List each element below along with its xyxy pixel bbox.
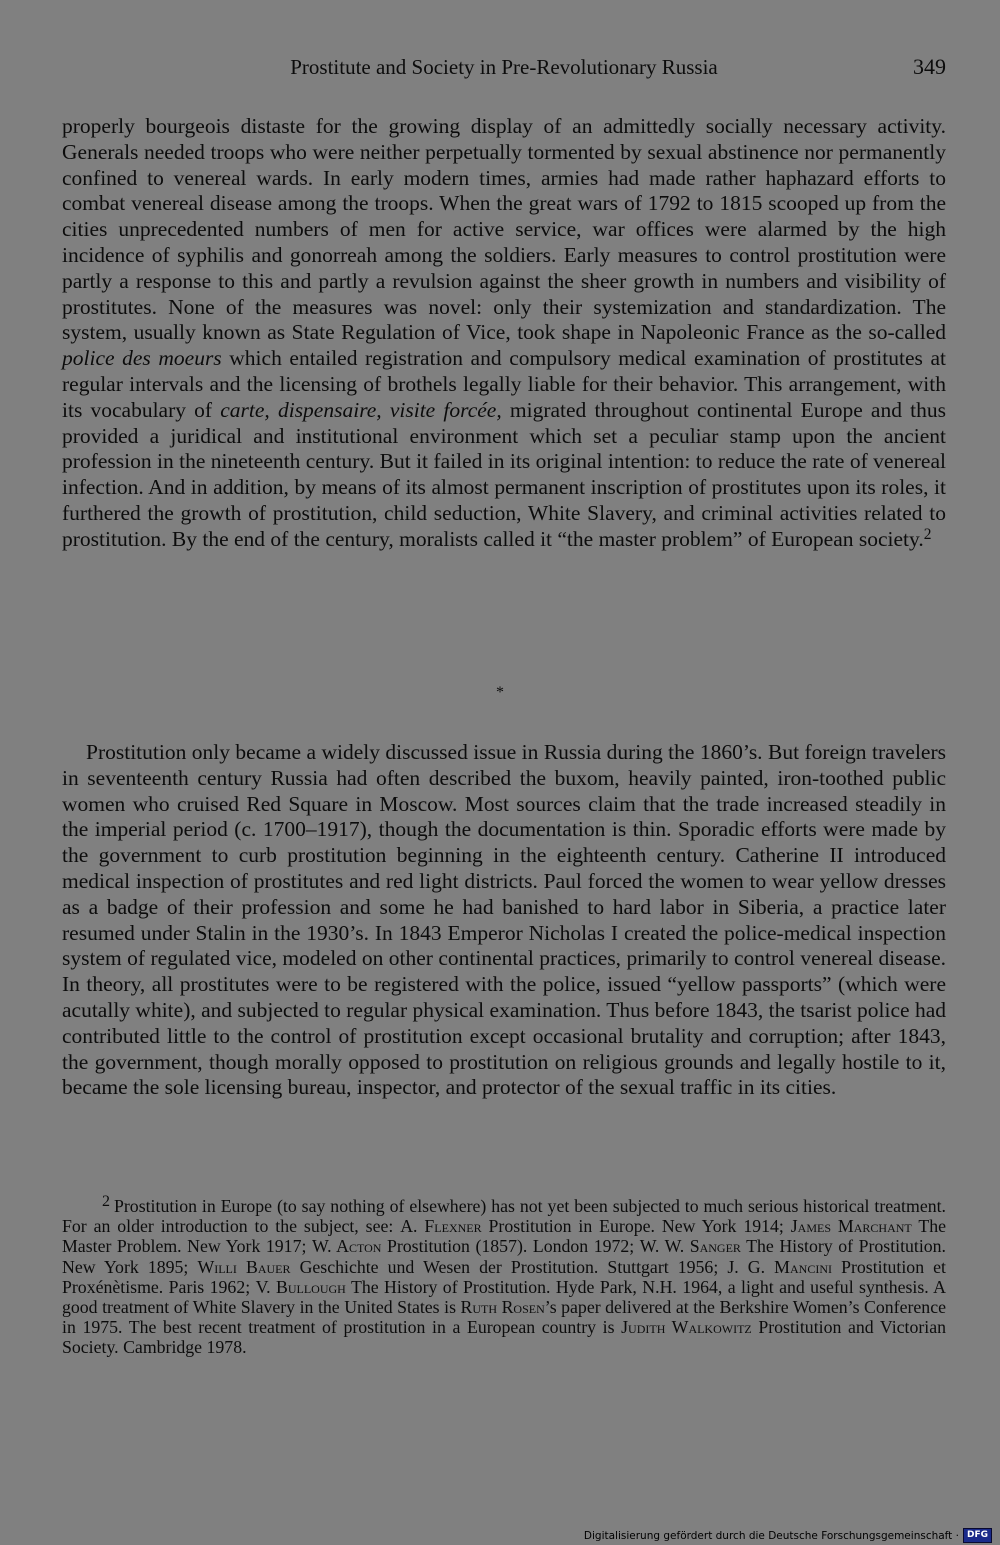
text-run: The Master Problem. New York 1917; <box>62 1216 946 1257</box>
paragraph-text: Prostitution only became a widely discussed issue in Russia during the 1860’s. But foreign travelers in seventeenth century Russia had often described the buxom, heavily painted, iron-toothed public women who cruised Red Square in Moscow. Most sources claim that the trade increased steadily in the imperial period (c. 1700–1917), though the documentation is thin. Sporadic efforts were made by the government to curb prostitution beginning in the eighteenth century. Catherine II introduced medical inspection of prostitutes and red light districts. Paul forced the women to wear yellow dresses as a badge of their profession and some he had banished to hard labor in Siberia, a practice later resumed under Stalin in the 1930’s. In 1843 Emperor Nicholas I created the police-medical inspection system of regulated vice, modeled on other continental practices, primarily to control venereal disease. In theory, all prostitutes were to be registered with the police, issued “yellow passports” (which were acutally white), and subjected to regular physical examination. Thus before 1843, the tsarist police had contributed little to the control of prostitution except occasional brutality and corruption; after 1843, the government, though morally opposed to prostitution on religious grounds and legally hostile to it, became the sole licensing bureau, inspector, and protector of the sexual traffic in its cities. <box>62 740 946 1100</box>
author-name: W. W. Sanger <box>639 1236 741 1257</box>
text-run: The History of Prostitution. Hyde Park, N.H. 1964, a light and useful synthesis. A good treatment of White Slavery in the United States is <box>62 1276 946 1318</box>
text-run: migrated throughout continental Europe and thus provided a juridical and institutional environment which set a peculiar stamp upon the ancient profession in the nineteenth century. But it failed in its original intention: to reduce the rate of venereal infection. And in addition, by means of its almost permanent inscription of prostitutes upon its roles, it furthered the growth of prostitution, child seduction, White Slavery, and criminal activities related to prostitution. By the end of the century, moralists called it “the master problem” of European society. <box>62 397 946 551</box>
author-name: Ruth Rosen <box>460 1297 545 1318</box>
text-run: Prostitution and Victorian Society. Cambridge 1978. <box>62 1317 946 1358</box>
author-name: A. Flexner <box>400 1216 482 1237</box>
footnote-2 <box>62 1193 947 1358</box>
author-name: Willi Bauer <box>197 1256 291 1277</box>
page-number: 349 <box>913 54 946 79</box>
text-run: ’s paper delivered at the Berkshire Women’s Conference in 1975. The best recent treatment of prostitution in a European country is <box>62 1297 946 1338</box>
author-name: J. G. Mancini <box>727 1256 832 1277</box>
text-run: properly bourgeois distaste for the growing display of an admittedly socially necessary activity. Generals needed troops who were neither perpetually tormented by sexual abstinence nor permanently confined to venereal wards. In early modern times, armies had made rather haphazard efforts to combat venereal disease among the troops. When the great wars of 1792 to 1815 scooped up from the cities unprecedented numbers of men for active service, war offices were alarmed by the high incidence of syphilis and gonorreah among the soldiers. Early measures to control prostitution were partly a response to this and partly a revulsion against the sheer growth in numbers and visibility of prostitutes. None of the measures was novel: only their systemization and standardization. The system, usually known as State Regulation of Vice, took shape in Napoleonic France as the so-called <box>62 114 946 345</box>
running-head: Prostitute and Society in Pre-Revolutionary Russia <box>290 55 718 79</box>
footnote-text <box>62 1193 947 1358</box>
digitization-credit <box>584 1528 992 1543</box>
paragraph-text <box>62 114 946 553</box>
section-break-ornament: * <box>496 684 504 701</box>
author-name: James Marchant <box>790 1216 912 1237</box>
text-run: Geschichte und Wesen der Prostitution. Stuttgart 1956; <box>290 1256 728 1277</box>
author-name: V. Bullough <box>255 1276 346 1297</box>
author-name: W. Acton <box>311 1236 382 1257</box>
text-run: Prostitution (1857). London 1972; <box>381 1236 640 1257</box>
body-paragraph-2 <box>62 740 946 1101</box>
footnote-reference: 2 <box>923 525 932 543</box>
text-run: Prostitution in Europe. New York 1914; <box>481 1216 791 1237</box>
italic-term: carte, dispensaire, visite forcée, <box>220 397 502 422</box>
author-name: Judith Walkowitz <box>621 1317 752 1338</box>
page-header <box>62 52 946 84</box>
text-run: which entailed registration and compulsory medical examination of prostitutes at regular intervals and the licensing of brothels legally liable for their behavior. This arrangement, with its vocabulary of <box>62 346 946 422</box>
dfg-logo: DFG <box>963 1528 992 1543</box>
text-run: The History of Prostitution. New York 1895; <box>62 1236 947 1277</box>
italic-term: police des moeurs <box>62 346 222 371</box>
footnote-number: 2 <box>102 1193 110 1211</box>
text-run: Prostitution in Europe (to say nothing of elsewhere) has not yet been subjected to much serious historical treatment. For an older introduction to the subject, see: <box>62 1196 946 1237</box>
credit-text: Digitalisierung gefördert durch die Deutsche Forschungsgemeinschaft · <box>583 1529 959 1542</box>
body-paragraph-1 <box>62 114 946 553</box>
text-run: Prostitution et Proxénètisme. Paris 1962; <box>62 1256 946 1297</box>
